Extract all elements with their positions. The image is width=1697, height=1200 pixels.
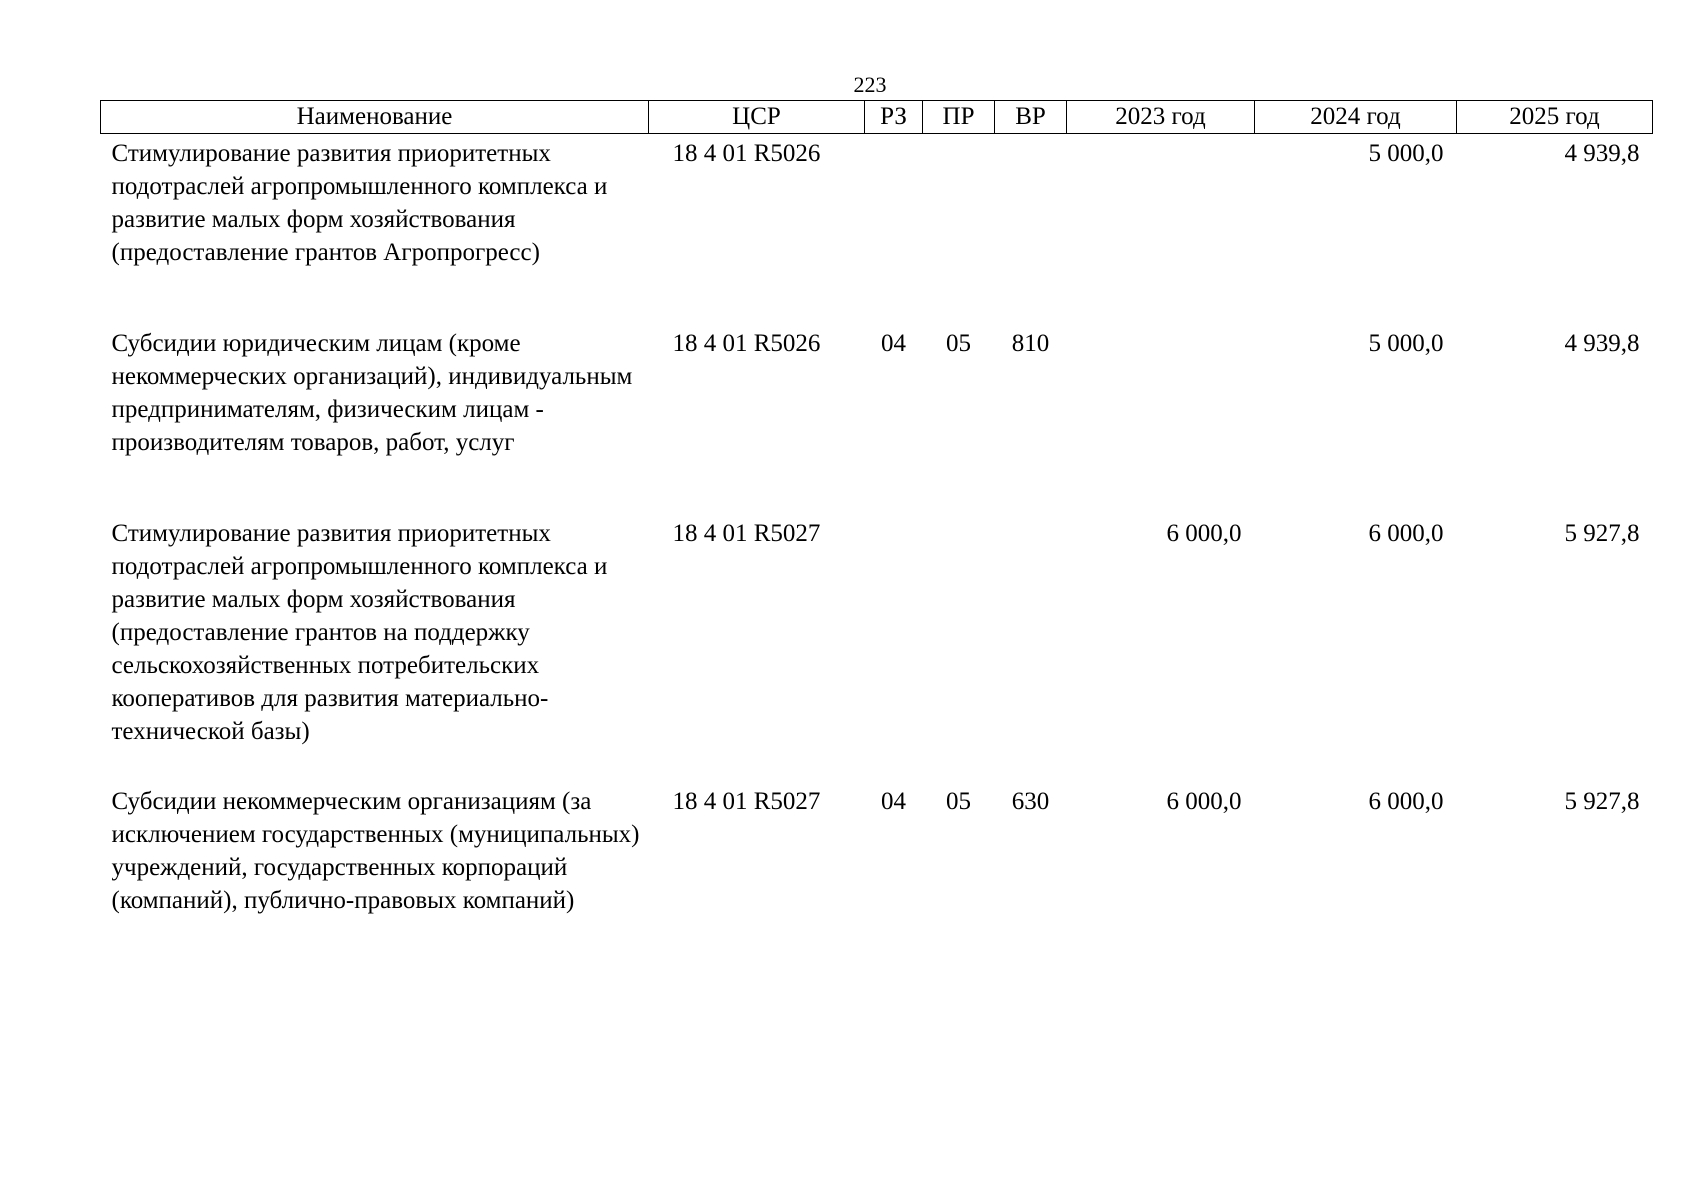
- row-name: Субсидии некоммерческим организациям (за исключением государственных (муниципальных) учреждений, государственных корпораций (компаний), публично-правовых компаний): [111, 788, 640, 914]
- table-row: [101, 517, 1653, 785]
- header-pr: ПР: [923, 101, 995, 134]
- row-vr: 630: [1011, 788, 1050, 815]
- row-amount-2025: 5 927,8: [1564, 520, 1640, 547]
- row-amount-2025: 4 939,8: [1564, 140, 1640, 167]
- row-amount-2024: 5 000,0: [1368, 330, 1444, 357]
- header-name: Наименование: [101, 101, 649, 134]
- header-year-2025: 2025 год: [1457, 101, 1653, 134]
- row-amount-2024: 6 000,0: [1368, 788, 1444, 815]
- table-row: [101, 785, 1653, 985]
- row-vr: [995, 134, 1067, 328]
- row-pr: 05: [946, 788, 971, 815]
- budget-table: [100, 100, 1653, 985]
- row-csr: 18 4 01 R5026: [672, 140, 821, 167]
- row-csr: 18 4 01 R5027: [672, 788, 821, 815]
- row-rz: [865, 134, 923, 328]
- row-csr: 18 4 01 R5027: [672, 520, 821, 547]
- table-row: [101, 327, 1653, 517]
- row-csr: 18 4 01 R5026: [672, 330, 821, 357]
- row-vr: 810: [1011, 330, 1050, 357]
- row-rz: [865, 517, 923, 785]
- row-name: Субсидии юридическим лицам (кроме некоммерческих организаций), индивидуальным предпринимателям, физическим лицам - производителям товаров, работ, услуг: [111, 330, 633, 456]
- row-amount-2023: 6 000,0: [1166, 520, 1242, 547]
- table-row: [101, 134, 1653, 328]
- row-rz: 04: [881, 788, 906, 815]
- row-amount-2025: 5 927,8: [1564, 788, 1640, 815]
- row-amount-2023: [1067, 327, 1255, 517]
- row-rz: 04: [881, 330, 906, 357]
- row-amount-2023: 6 000,0: [1166, 788, 1242, 815]
- table-header-row: [101, 101, 1653, 134]
- row-amount-2024: 5 000,0: [1368, 140, 1444, 167]
- header-rz: РЗ: [865, 101, 923, 134]
- header-year-2023: 2023 год: [1067, 101, 1255, 134]
- row-pr: [923, 517, 995, 785]
- row-name: Стимулирование развития приоритетных подотраслей агропромышленного комплекса и развитие малых форм хозяйствования (предоставление грантов Агропрогресс): [111, 140, 608, 266]
- row-amount-2024: 6 000,0: [1368, 520, 1444, 547]
- row-vr: [995, 517, 1067, 785]
- row-name: Стимулирование развития приоритетных подотраслей агропромышленного комплекса и развитие малых форм хозяйствования (предоставление грантов на поддержку сельскохозяйственных потребительских кооперативов для развития материально-технической базы): [111, 520, 608, 745]
- header-vr: ВР: [995, 101, 1067, 134]
- header-year-2024: 2024 год: [1255, 101, 1457, 134]
- row-pr: 05: [946, 330, 971, 357]
- page-number: 223: [853, 72, 887, 97]
- row-amount-2023: [1067, 134, 1255, 328]
- row-pr: [923, 134, 995, 328]
- row-amount-2025: 4 939,8: [1564, 330, 1640, 357]
- header-csr: ЦСР: [649, 101, 865, 134]
